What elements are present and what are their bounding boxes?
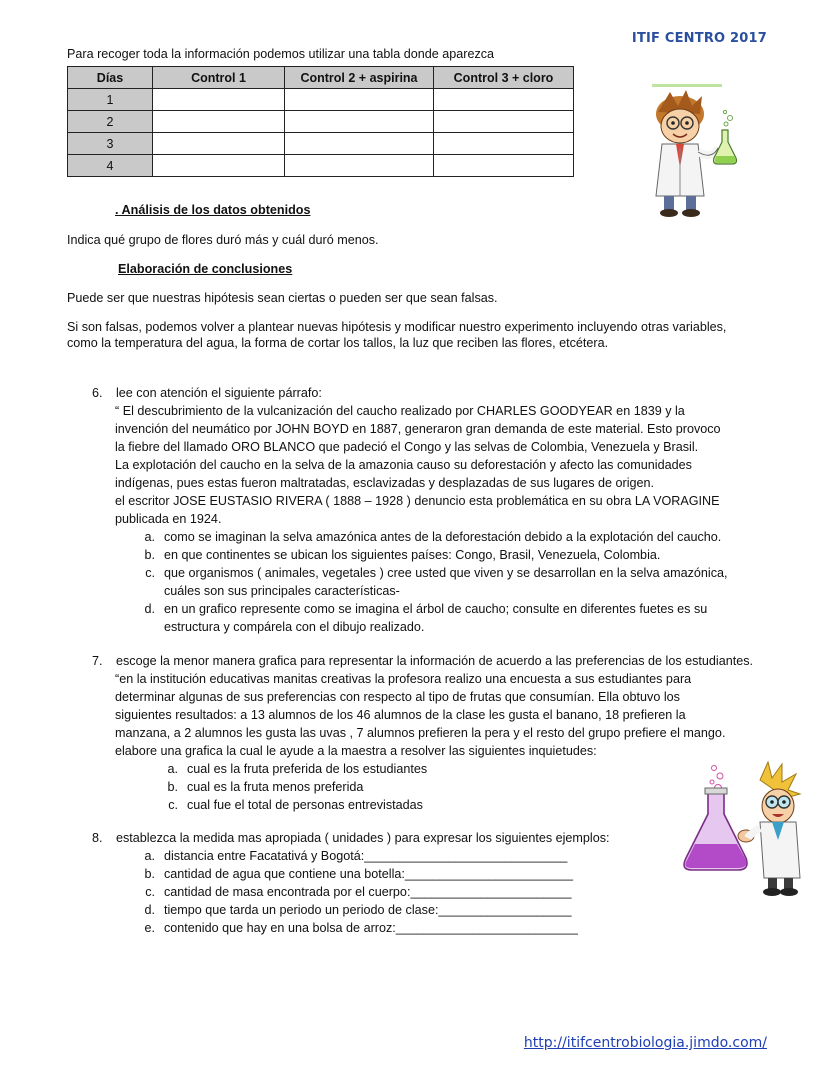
q8-title: establezca la medida mas apropiada ( unidades ) para expresar los siguientes ejemplos: — [116, 831, 610, 845]
list-item-letter: b. — [144, 548, 155, 562]
list-item-text: en que continentes se ubican los siguientes países: Congo, Brasil, Venezuela, Colombia. — [164, 548, 661, 562]
list-item-text: distancia entre Facatativá y Bogotá:_____________________________ — [164, 849, 568, 863]
analysis-heading: . Análisis de los datos obtenidos — [115, 203, 311, 217]
q6-line: invención del neumático por JOHN BOYD en 1887, generaron gran demanda de este material. Esto provoco — [115, 422, 721, 436]
list-item — [139, 600, 767, 636]
analysis-text: Indica qué grupo de flores duró más y cuál duró menos. — [67, 233, 379, 247]
list-item-letter: a. — [144, 530, 155, 544]
list-item-text: contenido que hay en una bolsa de arroz:__________________________ — [164, 921, 578, 935]
list-item — [139, 528, 767, 546]
q6-line: indígenas, pues estas fueron maltratadas, esclavizadas y desplazadas de sus lugares de origen. — [115, 476, 655, 490]
list-item — [139, 865, 639, 883]
list-item-text: como se imaginan la selva amazónica antes de la deforestación debido a la explotación del caucho. — [164, 530, 722, 544]
table-cell-day: 2 — [68, 111, 153, 133]
list-item-text: cual es la fruta menos preferida — [187, 780, 364, 794]
q7-title: escoge la menor manera grafica para representar la información de acuerdo a las preferencias de los estudiantes. — [116, 654, 754, 668]
footer-link[interactable]: http://itifcentrobiologia.jimdo.com/ — [523, 1035, 767, 1051]
list-item-letter: a. — [167, 762, 178, 776]
table-cell — [434, 89, 574, 111]
list-item-letter: a. — [144, 849, 155, 863]
q6-line: publicada en 1924. — [115, 512, 222, 526]
list-item-letter: e. — [144, 921, 155, 935]
table-header-control-2: Control 2 + aspirina — [285, 67, 434, 89]
list-item-letter: b. — [167, 780, 178, 794]
table-row — [68, 111, 574, 133]
list-item-letter: d. — [144, 602, 155, 616]
list-item-text: que organismos ( animales, vegetales ) cree usted que viven y se desarrollan en la selva amazónica, — [164, 566, 728, 580]
table-cell — [153, 89, 285, 111]
q6-line: La explotación del caucho en la selva de la amazonia causo su deforestación y afecto las comunidades — [115, 458, 692, 472]
list-item — [162, 760, 562, 778]
table-row — [68, 89, 574, 111]
q7-line: siguientes resultados: a 13 alumnos de los 46 alumnos de la clase les gusta el banano, 18 prefieren la — [115, 708, 686, 722]
table-header-row — [68, 67, 574, 89]
list-item-letter: c. — [145, 566, 155, 580]
table-cell — [434, 133, 574, 155]
table-cell-day: 3 — [68, 133, 153, 155]
list-item-text: cual es la fruta preferida de los estudiantes — [187, 762, 428, 776]
table-cell-day: 1 — [68, 89, 153, 111]
boy-scientist-image — [640, 78, 750, 220]
list-item-text: cantidad de masa encontrada por el cuerpo:_______________________ — [164, 885, 572, 899]
list-item-text: cantidad de agua que contiene una botella:________________________ — [164, 867, 573, 881]
q7-number: 7. — [92, 654, 103, 668]
list-item-letter: b. — [144, 867, 155, 881]
list-item — [162, 778, 562, 796]
list-item — [139, 883, 639, 901]
table-row — [68, 155, 574, 177]
list-item — [139, 546, 767, 564]
table-cell-day: 4 — [68, 155, 153, 177]
q6-number: 6. — [92, 386, 103, 400]
list-item-text: tiempo que tarda un periodo un periodo de clase:___________________ — [164, 903, 572, 917]
q6-line: “ El descubrimiento de la vulcanización del caucho realizado por CHARLES GOODYEAR en 1839 y la — [115, 404, 685, 418]
list-item — [139, 564, 767, 600]
q7-paragraph — [115, 670, 767, 760]
conclusions-p2-line2: como la temperatura del agua, la forma de cortar los tallos, la luz que reciben las flores, etcétera. — [67, 336, 609, 350]
q6-paragraph — [115, 402, 767, 528]
table-cell — [285, 111, 434, 133]
table-cell — [285, 89, 434, 111]
list-item-letter: c. — [168, 798, 178, 812]
list-item-text: en un grafico represente como se imagina el árbol de caucho; consulte en diferentes fuetes es su — [164, 602, 708, 616]
mad-scientist-image — [668, 758, 802, 898]
conclusions-p2-line1: Si son falsas, podemos volver a plantear nuevas hipótesis y modificar nuestro experimento incluyendo otras variables, — [67, 320, 727, 334]
table-cell — [153, 111, 285, 133]
q8-subitems — [139, 847, 639, 937]
table-row — [68, 133, 574, 155]
list-item — [162, 796, 562, 814]
list-item — [139, 919, 639, 937]
table-cell — [285, 155, 434, 177]
q8-number: 8. — [92, 831, 103, 845]
q6-subitems — [139, 528, 767, 636]
list-item-text: cuáles son sus principales características- — [164, 584, 400, 598]
q7-line: determinar algunas de sus preferencias con respecto al tipo de frutas que consumían. Ella obtuvo los — [115, 690, 680, 704]
table-header-control-3: Control 3 + cloro — [434, 67, 574, 89]
table-cell — [434, 111, 574, 133]
list-item-letter: c. — [145, 885, 155, 899]
table-header-dias: Días — [68, 67, 153, 89]
header-title: ITIF CENTRO 2017 — [631, 31, 767, 46]
list-item-letter: d. — [144, 903, 155, 917]
q6-title: lee con atención el siguiente párrafo: — [116, 386, 322, 400]
intro-text: Para recoger toda la información podemos utilizar una tabla donde aparezca — [67, 47, 495, 61]
q7-subitems — [162, 760, 562, 814]
conclusions-p1: Puede ser que nuestras hipótesis sean ciertas o pueden ser que sean falsas. — [67, 291, 498, 305]
list-item-text: estructura y compárela con el dibujo realizado. — [164, 620, 425, 634]
q6-line: el escritor JOSE EUSTASIO RIVERA ( 1888 – 1928 ) denuncio esta problemática en su obra LA VORAGINE — [115, 494, 720, 508]
list-item — [139, 847, 639, 865]
table-cell — [153, 155, 285, 177]
data-table — [67, 66, 574, 177]
list-item — [139, 901, 639, 919]
list-item-text: cual fue el total de personas entrevistadas — [187, 798, 423, 812]
table-cell — [153, 133, 285, 155]
conclusions-heading: Elaboración de conclusiones — [118, 262, 293, 276]
q7-line: elabore una grafica la cual le ayude a la maestra a resolver las siguientes inquietudes: — [115, 744, 597, 758]
q6-line: la fiebre del llamado ORO BLANCO que padeció el Congo y las selvas de Colombia, Venezuela y Brasil. — [115, 440, 699, 454]
table-cell — [434, 155, 574, 177]
q7-line: “en la institución educativas manitas creativas la profesora realizo una encuesta a sus estudiantes para — [115, 672, 692, 686]
table-cell — [285, 133, 434, 155]
table-header-control-1: Control 1 — [153, 67, 285, 89]
q7-line: manzana, a 2 alumnos les gusta las uvas , 7 alumnos prefieren la pera y el resto del grupo prefiere el mango. — [115, 726, 726, 740]
